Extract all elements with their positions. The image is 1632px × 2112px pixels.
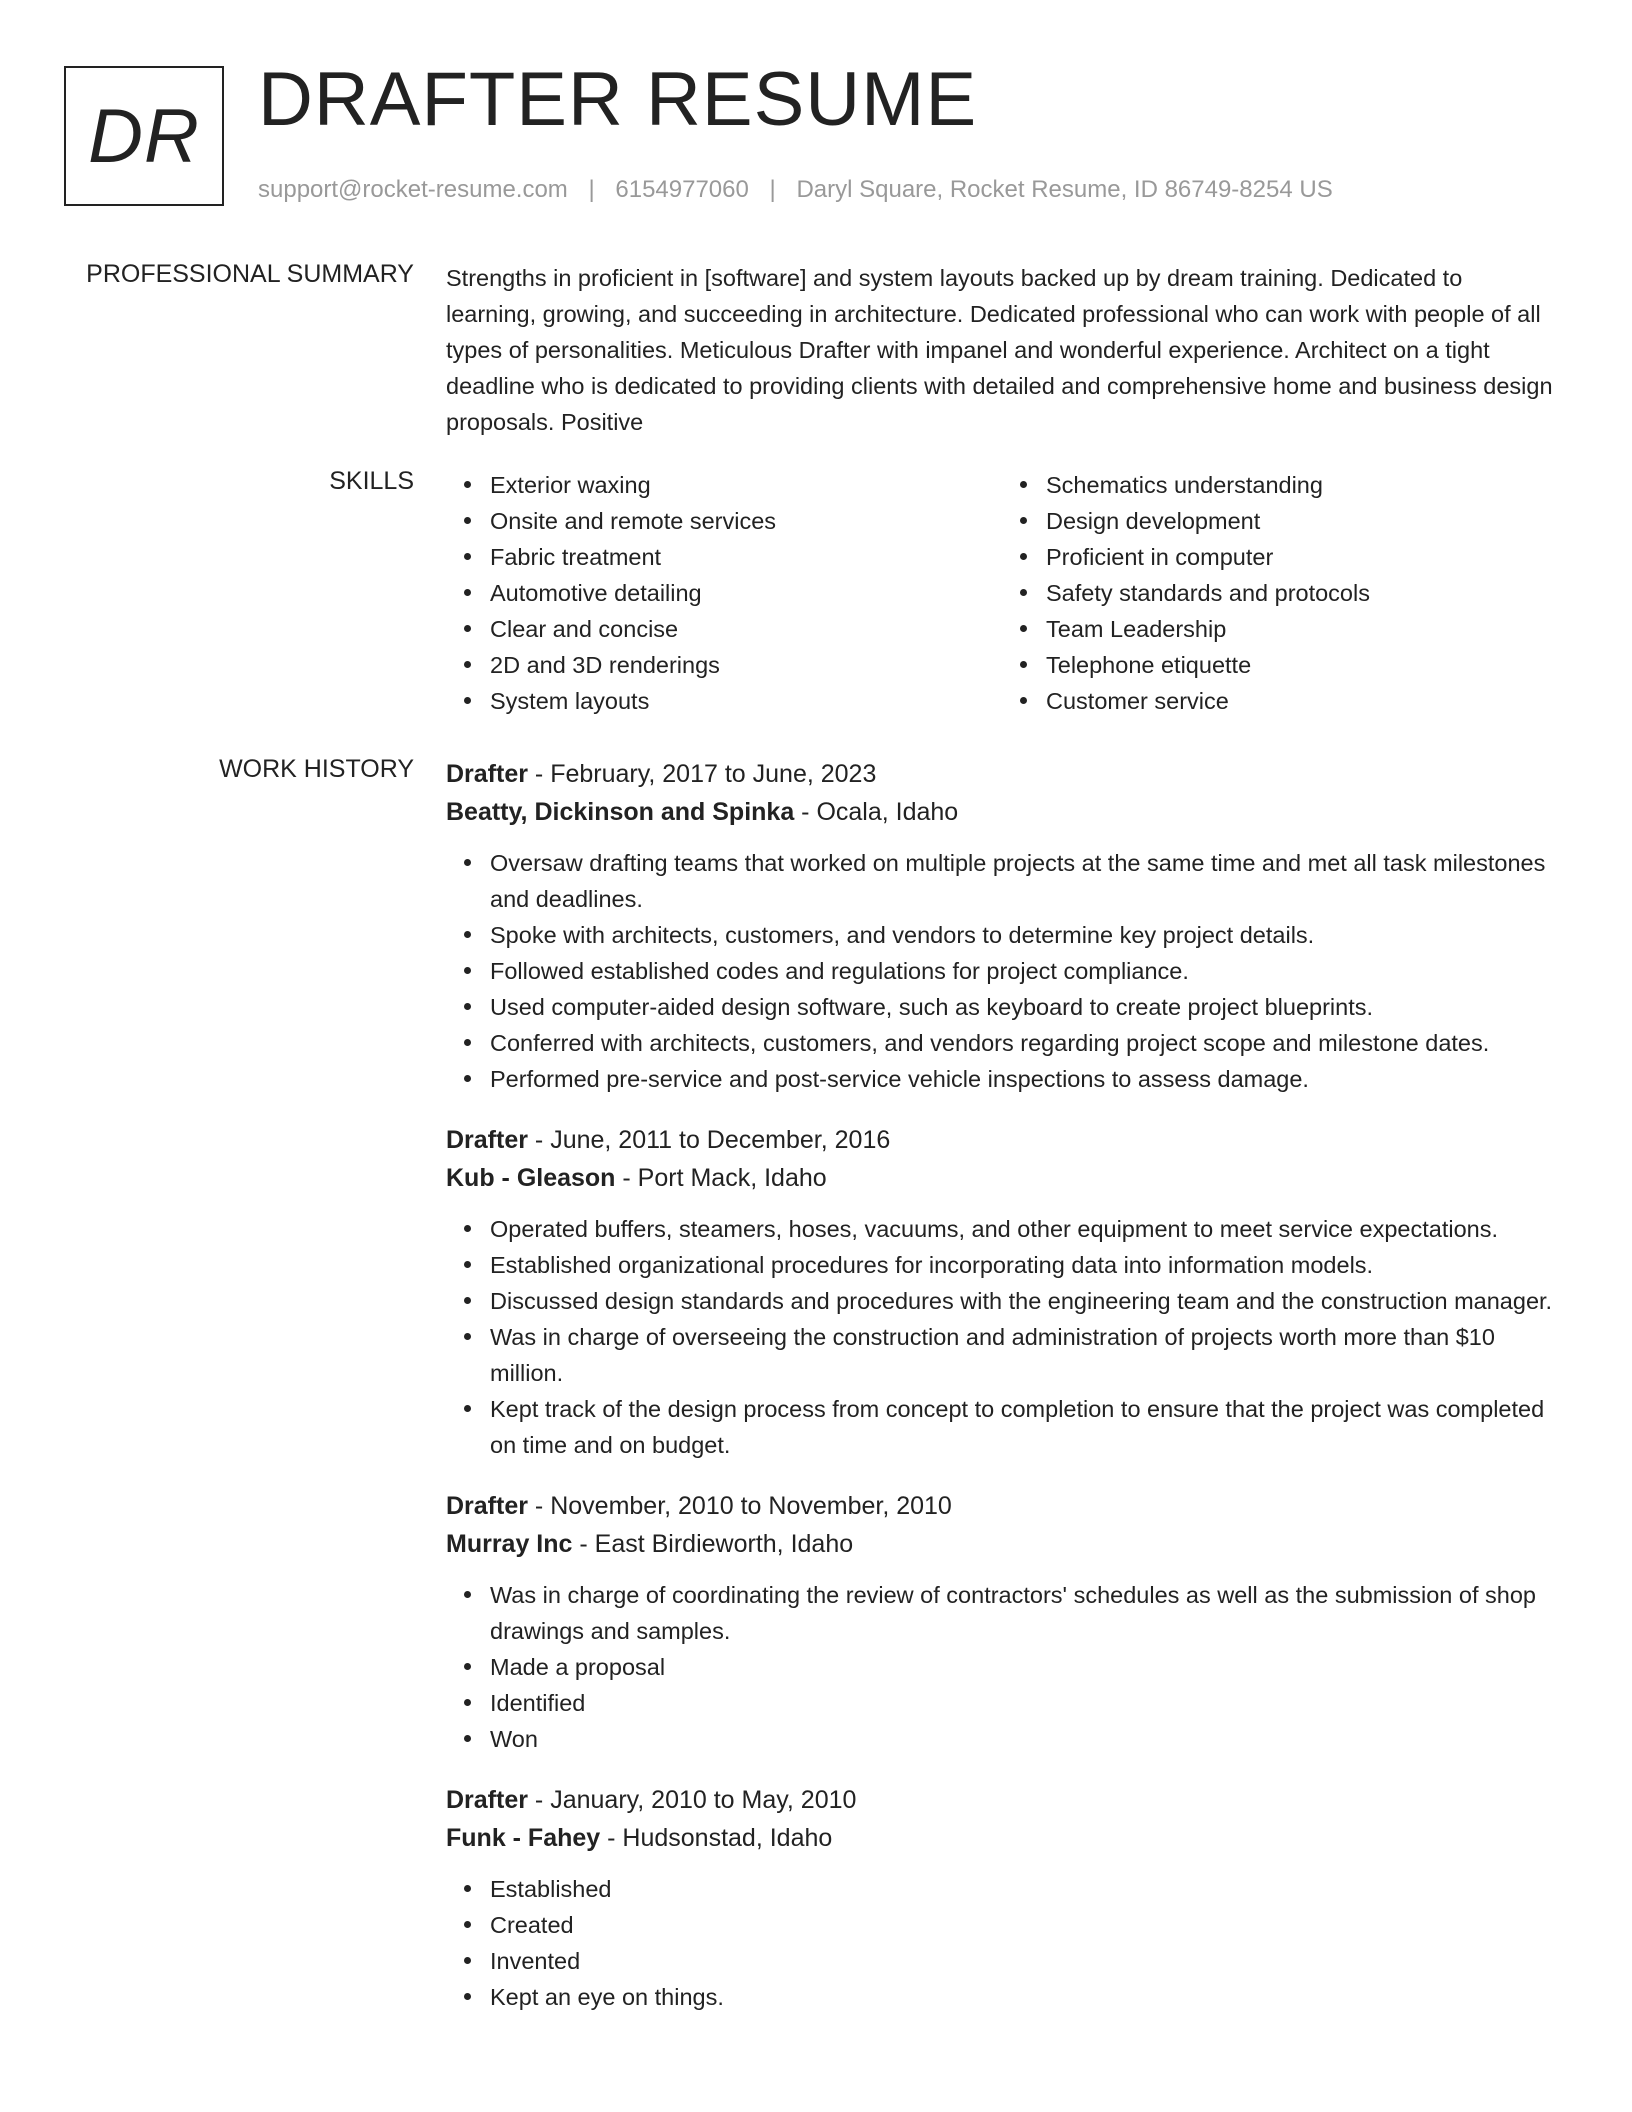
- skill-item: Exterior waxing: [490, 467, 1002, 503]
- job-entry: [446, 1487, 1558, 1757]
- job-duty-item: Oversaw drafting teams that worked on multiple projects at the same time and met all task milestones and deadlines.: [490, 845, 1558, 917]
- job-company: Kub - Gleason: [446, 1164, 616, 1192]
- job-title-line: [446, 1121, 1558, 1159]
- skill-item: Clear and concise: [490, 611, 1002, 647]
- skills-list-left: [446, 467, 1002, 719]
- monogram-initials: DR: [88, 93, 200, 179]
- job-location: - Hudsonstad, Idaho: [600, 1824, 833, 1852]
- work-history-heading: WORK HISTORY: [219, 755, 414, 783]
- job-duties-list: [446, 1211, 1558, 1463]
- job-duty-item: Was in charge of overseeing the construction and administration of projects worth more than $10 million.: [490, 1319, 1558, 1391]
- job-duty-item: Made a proposal: [490, 1649, 1558, 1685]
- job-duty-item: Used computer-aided design software, such as keyboard to create project blueprints.: [490, 989, 1558, 1025]
- job-duty-item: Won: [490, 1721, 1558, 1757]
- job-dates: - June, 2011 to December, 2016: [527, 1126, 891, 1154]
- job-duty-item: Spoke with architects, customers, and vendors to determine key project details.: [490, 917, 1558, 953]
- job-duty-item: Established organizational procedures for incorporating data into information models.: [490, 1247, 1558, 1283]
- job-duty-item: Discussed design standards and procedures with the engineering team and the construction manager.: [490, 1283, 1558, 1319]
- summary-text: Strengths in proficient in [software] and system layouts backed up by dream training. Dedicated to learning, growing, and succeeding in architecture. Dedicated professional who can work with people of all types of personalities. Meticulous Drafter with impanel and wonderful experience. Architect on a tight deadline who is dedicated to providing clients with detailed and comprehensive home and business design proposals. Positive: [446, 265, 1553, 435]
- job-duty-item: Operated buffers, steamers, hoses, vacuums, and other equipment to meet service expectations.: [490, 1211, 1558, 1247]
- job-dates: - February, 2017 to June, 2023: [527, 760, 877, 788]
- resume-title: DRAFTER RESUME: [258, 57, 978, 142]
- job-duty-item: Was in charge of coordinating the review of contractors' schedules as well as the submission of shop drawings and samples.: [490, 1577, 1558, 1649]
- skill-item: Telephone etiquette: [1046, 647, 1558, 683]
- job-duty-item: Followed established codes and regulations for project compliance.: [490, 953, 1558, 989]
- job-title-line: [446, 1487, 1558, 1525]
- skill-item: System layouts: [490, 683, 1002, 719]
- job-dates: - November, 2010 to November, 2010: [527, 1492, 952, 1520]
- summary-body: [446, 260, 1558, 440]
- job-location: - East Birdieworth, Idaho: [572, 1530, 854, 1558]
- skills-body: [446, 467, 1558, 719]
- contact-email: support@rocket-resume.com: [258, 176, 568, 203]
- job-company: Murray Inc: [446, 1530, 573, 1558]
- job-duty-item: Established: [490, 1871, 1558, 1907]
- job-company-line: [446, 1525, 1558, 1563]
- job-location: - Port Mack, Idaho: [615, 1164, 827, 1192]
- work-history-body: [446, 755, 1558, 2039]
- skill-item: Customer service: [1046, 683, 1558, 719]
- skill-item: Onsite and remote services: [490, 503, 1002, 539]
- job-duty-item: Conferred with architects, customers, and vendors regarding project scope and milestone dates.: [490, 1025, 1558, 1061]
- job-duty-item: Kept an eye on things.: [490, 1979, 1558, 2015]
- contact-address: Daryl Square, Rocket Resume, ID 86749-8254 US: [796, 176, 1333, 203]
- job-duty-item: Identified: [490, 1685, 1558, 1721]
- skill-item: Fabric treatment: [490, 539, 1002, 575]
- contact-line: [258, 176, 1333, 204]
- summary-heading: PROFESSIONAL SUMMARY: [86, 260, 414, 288]
- job-title-line: [446, 1781, 1558, 1819]
- job-title: Drafter: [446, 1492, 528, 1520]
- skill-item: Schematics understanding: [1046, 467, 1558, 503]
- job-dates: - January, 2010 to May, 2010: [527, 1786, 857, 1814]
- skill-item: Design development: [1046, 503, 1558, 539]
- skills-list-right: [1002, 467, 1558, 719]
- job-company-line: [446, 793, 1558, 831]
- job-title: Drafter: [446, 1126, 528, 1154]
- contact-separator: |: [588, 176, 595, 203]
- monogram-box: [64, 66, 224, 206]
- job-duties-list: [446, 1871, 1558, 2015]
- job-entry: [446, 1781, 1558, 2015]
- job-location: - Ocala, Idaho: [794, 798, 959, 826]
- job-title-line: [446, 755, 1558, 793]
- job-company-line: [446, 1819, 1558, 1857]
- job-duty-item: Kept track of the design process from concept to completion to ensure that the project was completed on time and on budget.: [490, 1391, 1558, 1463]
- job-duties-list: [446, 845, 1558, 1097]
- job-company: Beatty, Dickinson and Spinka: [446, 798, 795, 826]
- skill-item: Safety standards and protocols: [1046, 575, 1558, 611]
- job-title: Drafter: [446, 760, 528, 788]
- skill-item: 2D and 3D renderings: [490, 647, 1002, 683]
- job-entry: [446, 1121, 1558, 1463]
- skills-heading: SKILLS: [329, 467, 414, 495]
- job-duty-item: Performed pre-service and post-service vehicle inspections to assess damage.: [490, 1061, 1558, 1097]
- contact-phone: 6154977060: [615, 176, 749, 203]
- job-duty-item: Invented: [490, 1943, 1558, 1979]
- skill-item: Team Leadership: [1046, 611, 1558, 647]
- skill-item: Proficient in computer: [1046, 539, 1558, 575]
- job-title: Drafter: [446, 1786, 528, 1814]
- job-entry: [446, 755, 1558, 1097]
- job-company-line: [446, 1159, 1558, 1197]
- skill-item: Automotive detailing: [490, 575, 1002, 611]
- contact-separator: |: [769, 176, 776, 203]
- job-duty-item: Created: [490, 1907, 1558, 1943]
- job-company: Funk - Fahey: [446, 1824, 601, 1852]
- job-duties-list: [446, 1577, 1558, 1757]
